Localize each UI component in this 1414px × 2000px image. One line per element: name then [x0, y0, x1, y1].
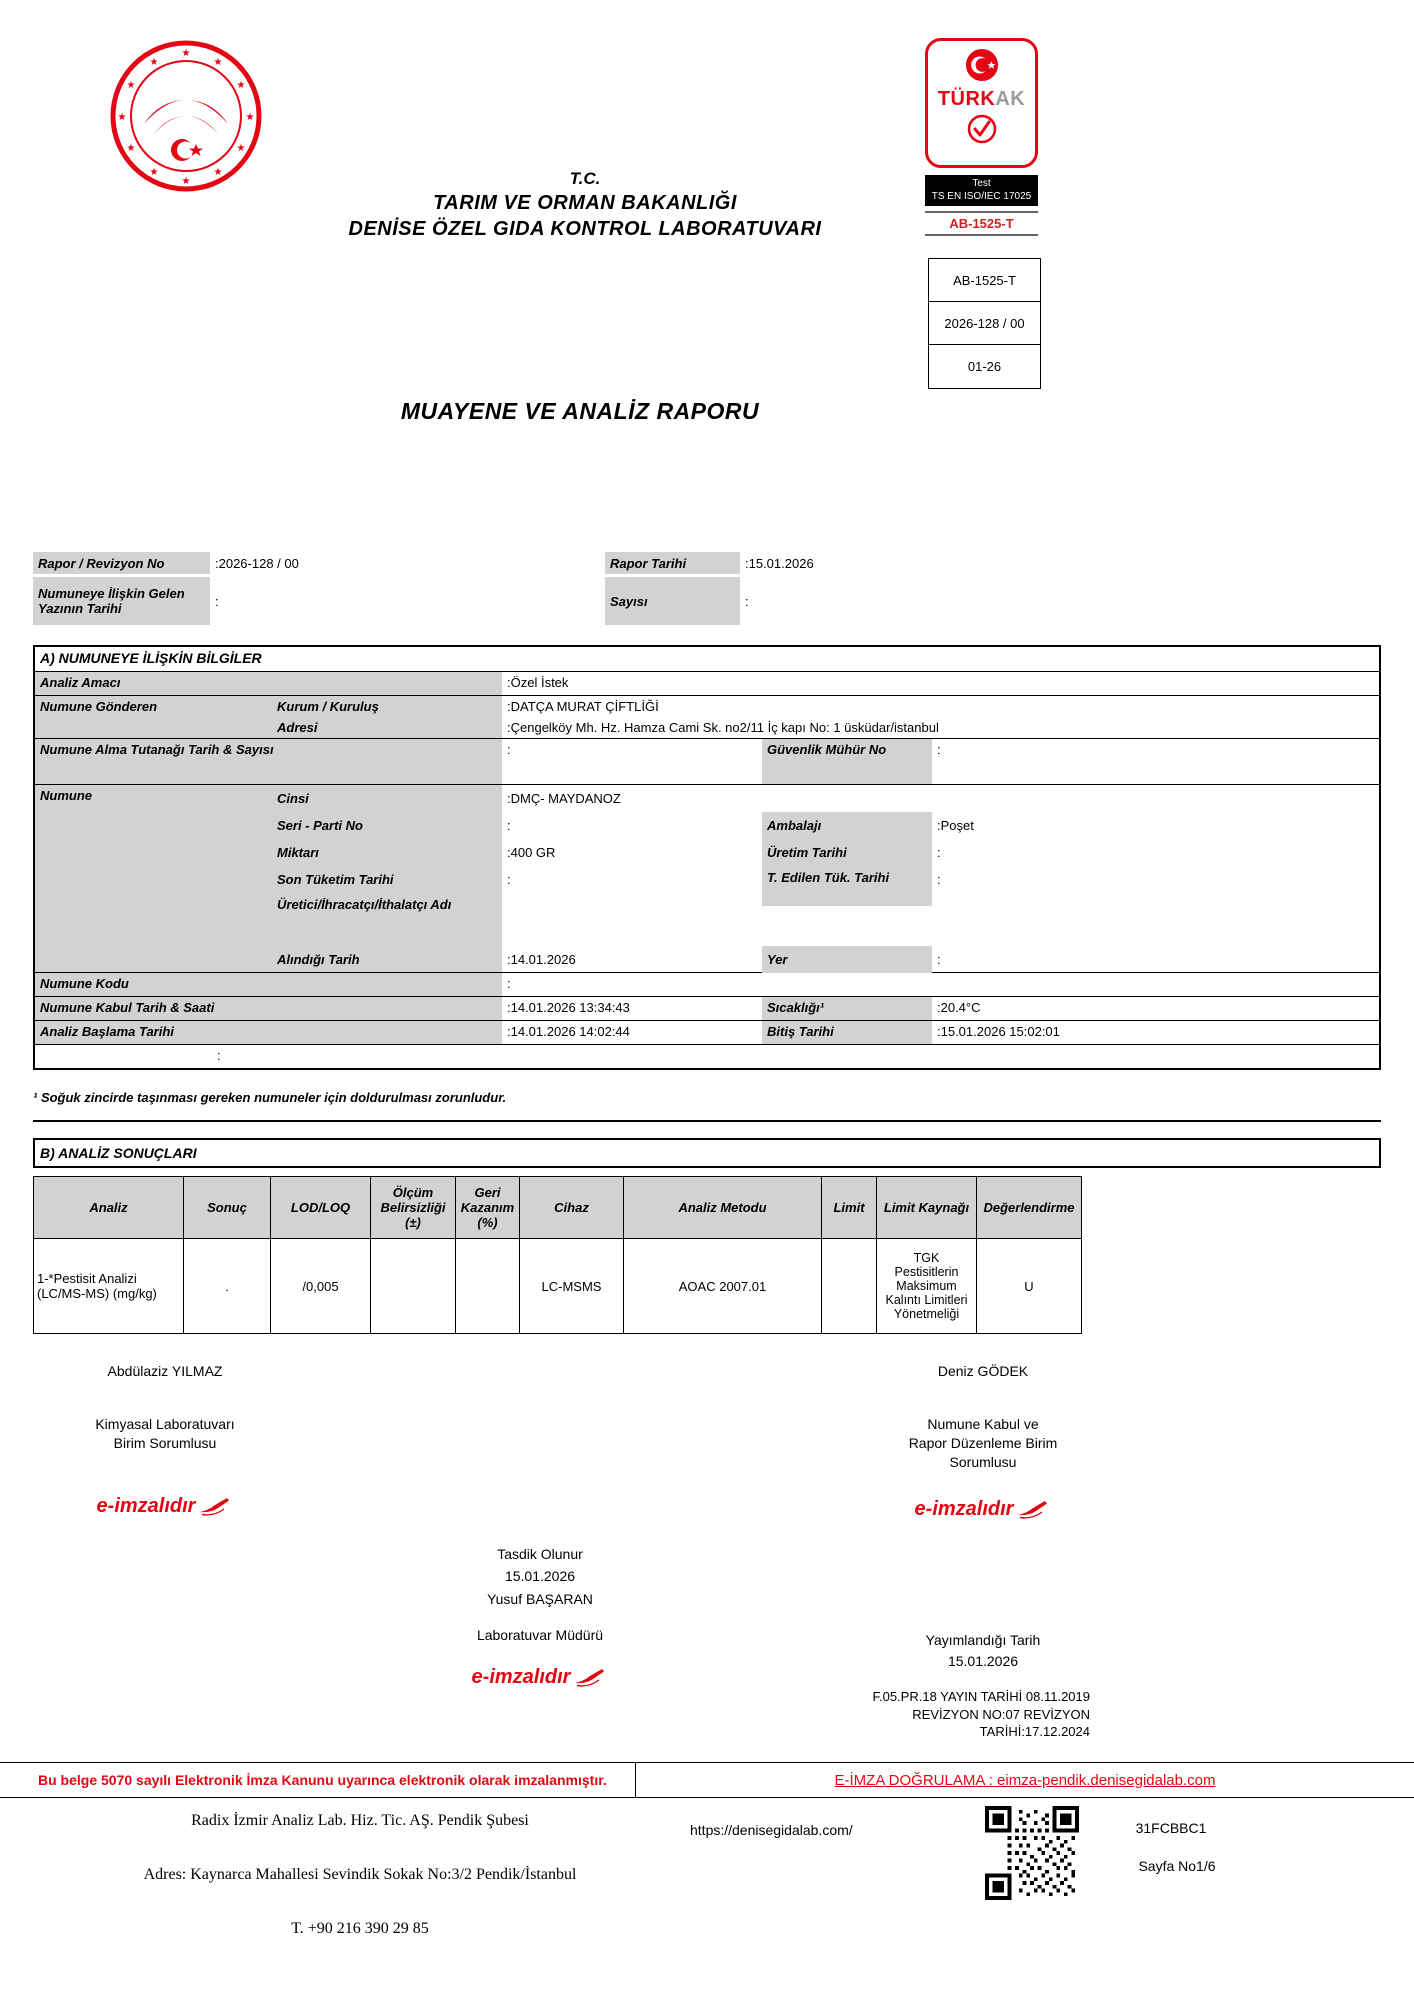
gelen-yazi-label: Numuneye İlişkin Gelen Yazının Tarihi	[33, 577, 210, 625]
ref-page-code: 01-26	[967, 359, 1002, 374]
svg-text:★: ★	[149, 57, 159, 68]
baslama-label: Analiz Başlama Tarihi	[35, 1021, 502, 1044]
turkak-accreditation-code: AB-1525-T	[925, 211, 1038, 236]
svg-text:★: ★	[181, 48, 191, 59]
cell-olcum	[371, 1239, 456, 1334]
approve-date: 15.01.2026	[504, 1568, 576, 1585]
bitis-value: :15.01.2026 15:02:01	[937, 1024, 1060, 1039]
kurum-value: :DATÇA MURAT ÇİFTLİĞİ	[507, 699, 659, 714]
row-analiz-amaci	[35, 671, 1379, 695]
tedilen-value: :	[937, 872, 941, 887]
turkak-wordmark: TÜRKAK	[937, 88, 1026, 110]
miktari-label: Miktarı	[277, 845, 319, 860]
approve-label: Tasdik Olunur	[497, 1546, 583, 1562]
ambalaji-label: Ambalajı	[762, 812, 932, 839]
son-tuketim-label: Son Tüketim Tarihi	[277, 872, 394, 887]
tedilen-label: T. Edilen Tük. Tarihi	[762, 866, 932, 906]
header-tc: T.C.	[569, 169, 601, 188]
numune-kodu-label: Numune Kodu	[35, 973, 502, 996]
esign-stamp-right	[878, 1496, 1088, 1523]
kabul-label: Numune Kabul Tarih & Saati	[35, 997, 502, 1020]
header-lab-name: DENİSE ÖZEL GIDA KONTROL LABORATUVARI	[348, 218, 822, 241]
kabul-value: :14.01.2026 13:34:43	[507, 1000, 630, 1015]
analiz-amaci-label: Analiz Amacı	[35, 672, 502, 695]
adresi-value: :Çengelköy Mh. Hz. Hamza Cami Sk. no2/11 İç kapı No: 1 üsküdar/istanbul	[507, 720, 939, 735]
col-degerlendirme: Değerlendirme	[977, 1177, 1082, 1239]
rapor-tarihi-label: Rapor Tarihi	[605, 552, 740, 574]
header-ministry: TARIM VE ORMAN BAKANLIĞI	[433, 192, 737, 215]
rapor-tarihi-value: :15.01.2026	[745, 556, 814, 571]
numune-right-values	[932, 785, 1379, 972]
col-analiz: Analiz	[34, 1177, 184, 1239]
rapor-revizyon-label: Rapor / Revizyon No	[33, 552, 210, 574]
yer-value: :	[937, 952, 941, 967]
svg-text:★: ★	[213, 167, 223, 178]
svg-text:★: ★	[181, 176, 191, 187]
guvenlik-muhur-label: Güvenlik Mühür No	[762, 739, 932, 784]
col-olcum-belirsizligi: Ölçüm Belirsizliği (±)	[371, 1177, 456, 1239]
cell-degerlendirme: U	[977, 1239, 1082, 1334]
cinsi-value: :DMÇ- MAYDANOZ	[507, 791, 621, 806]
esign-label: e-imzalıdır	[471, 1665, 571, 1688]
signature-left	[60, 1362, 270, 1520]
esign-notice-band	[0, 1762, 1414, 1798]
left-signer-role-1: Kimyasal Laboratuvarı	[95, 1415, 235, 1432]
col-limit-kaynagi: Limit Kaynağı	[877, 1177, 977, 1239]
report-title: MUAYENE VE ANALİZ RAPORU	[400, 398, 760, 424]
numune-sublabels	[272, 785, 502, 972]
report-meta	[33, 552, 1381, 628]
cell-cihaz: LC-MSMS	[520, 1239, 624, 1334]
sayisi-value: :	[745, 594, 749, 609]
tutanak-label: Numune Alma Tutanağı Tarih & Sayısı	[35, 739, 502, 784]
seri-parti-label: Seri - Parti No	[277, 818, 363, 833]
bitis-label: Bitiş Tarihi	[762, 1021, 932, 1044]
left-signer-name: Abdülaziz YILMAZ	[107, 1363, 223, 1379]
published-block	[878, 1630, 1088, 1672]
svg-text:★: ★	[117, 112, 127, 123]
yer-label: Yer	[762, 946, 932, 973]
kurum-label: Kurum / Kuruluş	[272, 696, 502, 717]
col-sonuc: Sonuç	[184, 1177, 271, 1239]
col-geri-kazanim: Geri Kazanım (%)	[456, 1177, 520, 1239]
cell-geri	[456, 1239, 520, 1334]
ambalaji-value: :Poşet	[937, 818, 974, 833]
ref-report-no: 2026-128 / 00	[929, 302, 1040, 345]
svg-text:★: ★	[213, 57, 223, 68]
right-signer-name: Deniz GÖDEK	[937, 1363, 1029, 1379]
sicakligi-label: Sıcaklığı¹	[762, 997, 932, 1020]
qr-code-icon	[985, 1806, 1079, 1900]
company-address: Adres: Kaynarca Mahallesi Sevindik Sokak No:3/2 Pendik/İstanbul	[143, 1866, 577, 1883]
analiz-amaci-value: :Özel İstek	[507, 675, 569, 690]
turkak-test-badge: Test TS EN ISO/IEC 17025	[925, 175, 1038, 206]
cinsi-label: Cinsi	[277, 791, 309, 806]
alindigi-tarih-value: :14.01.2026	[507, 952, 576, 967]
col-lodloq: LOD/LOQ	[271, 1177, 371, 1239]
esign-stamp-left	[60, 1493, 270, 1520]
cold-chain-footnote: ¹ Soğuk zincirde taşınması gereken numuneler için doldurulması zorunludur.	[33, 1090, 507, 1105]
table-row	[34, 1239, 1082, 1334]
signature-right	[878, 1362, 1088, 1523]
meta-row-2	[33, 577, 1381, 625]
svg-text:★: ★	[126, 80, 136, 91]
turkak-logo	[925, 38, 1038, 168]
cell-limit	[822, 1239, 877, 1334]
svg-text:★: ★	[245, 112, 255, 123]
revision-block	[790, 1688, 1090, 1741]
miktari-value: :400 GR	[507, 845, 556, 860]
row-blank	[35, 1044, 1379, 1068]
uretici-value	[502, 893, 762, 946]
checkmark-icon	[967, 114, 997, 144]
right-signer-role-2: Rapor Düzenleme Birim	[908, 1434, 1058, 1451]
meta-row-1	[33, 552, 1381, 574]
published-label: Yayımlandığı Tarih	[925, 1632, 1041, 1648]
numune-values	[502, 785, 762, 972]
turkish-flag-icon	[965, 48, 999, 82]
row-numune-kodu	[35, 972, 1379, 996]
uretici-label: Üretici/İhracatçı/İthalatçı Adı	[277, 897, 452, 912]
esign-verify-link[interactable]: E-İMZA DOĞRULAMA : eimza-pendik.denisegidalab.com	[834, 1771, 1216, 1789]
pen-icon	[199, 1496, 233, 1516]
seri-parti-value: :	[507, 818, 511, 833]
director-role: Laboratuvar Müdürü	[476, 1627, 604, 1644]
company-name: Radix İzmir Analiz Lab. Hiz. Tic. AŞ. Pendik Şubesi	[191, 1812, 529, 1829]
col-cihaz: Cihaz	[520, 1177, 624, 1239]
cell-analiz: 1-*Pestisit Analizi (LC/MS-MS) (mg/kg)	[34, 1239, 184, 1334]
numune-kodu-value: :	[507, 976, 511, 991]
section-a-title: A) NUMUNEYE İLİŞKİN BİLGİLER	[40, 650, 262, 666]
signature-center	[430, 1543, 650, 1693]
row-baslama	[35, 1020, 1379, 1044]
row-kabul	[35, 996, 1379, 1020]
numune-gonderen-label: Numune Gönderen	[35, 696, 272, 738]
website-link[interactable]: https://denisegidalab.com/	[690, 1822, 853, 1838]
baslama-value: :14.01.2026 14:02:44	[507, 1024, 630, 1039]
revision-line-2: REVİZYON NO:07 REVİZYON	[912, 1706, 1090, 1722]
page-number: Sayfa No1/6	[1138, 1858, 1216, 1874]
published-date: 15.01.2026	[947, 1653, 1019, 1669]
pen-icon	[1017, 1499, 1051, 1519]
revision-line-1: F.05.PR.18 YAYIN TARİHİ 08.11.2019	[872, 1689, 1090, 1704]
cell-lodloq: /0,005	[271, 1239, 371, 1334]
row-tutanak	[35, 738, 1379, 784]
blank-value: :	[217, 1048, 221, 1063]
sayisi-label: Sayısı	[605, 577, 740, 625]
uretim-tarihi-value: :	[937, 845, 941, 860]
esign-stamp-center	[430, 1661, 650, 1693]
esign-verify-cell	[636, 1763, 1414, 1797]
esign-label: e-imzalıdır	[914, 1497, 1014, 1520]
row-numune-block	[35, 784, 1379, 972]
ref-accreditation-code: AB-1525-T	[929, 259, 1040, 302]
rapor-revizyon-value: :2026-128 / 00	[215, 556, 299, 571]
results-table	[33, 1176, 1082, 1334]
report-reference-box	[928, 258, 1041, 389]
right-signer-role-1: Numune Kabul ve	[927, 1415, 1039, 1432]
cell-metodu: AOAC 2007.01	[624, 1239, 822, 1334]
director-name: Yusuf BAŞARAN	[487, 1590, 593, 1607]
results-header-row	[34, 1177, 1082, 1239]
svg-text:★: ★	[149, 167, 159, 178]
adresi-label: Adresi	[272, 717, 502, 738]
document-code: 31FCBBC1	[1135, 1820, 1207, 1836]
left-signer-role-2: Birim Sorumlusu	[113, 1434, 217, 1451]
son-tuketim-value: :	[507, 872, 511, 887]
col-limit: Limit	[822, 1177, 877, 1239]
esign-notice: Bu belge 5070 sayılı Elektronik İmza Kanunu uyarınca elektronik olarak imzalanmıştır.	[0, 1763, 636, 1797]
esign-label: e-imzalıdır	[96, 1494, 196, 1517]
turkak-accreditation-block	[925, 38, 1038, 236]
sicakligi-value: :20.4°C	[937, 1000, 981, 1015]
cell-sonuc: .	[184, 1239, 271, 1334]
alindigi-tarih-label: Alındığı Tarih	[277, 952, 360, 967]
svg-text:★: ★	[236, 143, 246, 154]
numune-right-labels	[762, 785, 932, 972]
tutanak-value: :	[507, 742, 511, 757]
right-signer-role-3: Sorumlusu	[949, 1453, 1017, 1470]
company-phone: T. +90 216 390 29 85	[291, 1920, 429, 1937]
separator-line	[33, 1120, 1381, 1122]
guvenlik-muhur-value: :	[937, 742, 941, 757]
section-b-title: B) ANALİZ SONUÇLARI	[33, 1138, 1381, 1168]
pen-icon	[574, 1667, 608, 1687]
col-analiz-metodu: Analiz Metodu	[624, 1177, 822, 1239]
gelen-yazi-value: :	[215, 594, 219, 609]
footer-company-block	[60, 1812, 660, 1974]
revision-line-3: TARİHİ:17.12.2024	[979, 1724, 1090, 1740]
row-numune-gonderen	[35, 695, 1379, 738]
cell-limit-kaynagi: TGK Pestisitlerin Maksimum Kalıntı Limitleri Yönetmeliği	[877, 1239, 977, 1334]
numune-label: Numune	[35, 785, 272, 972]
uretim-tarihi-label: Üretim Tarihi	[762, 839, 932, 866]
section-sample-info	[33, 645, 1381, 1070]
svg-text:★: ★	[236, 80, 246, 91]
svg-text:★: ★	[126, 143, 136, 154]
